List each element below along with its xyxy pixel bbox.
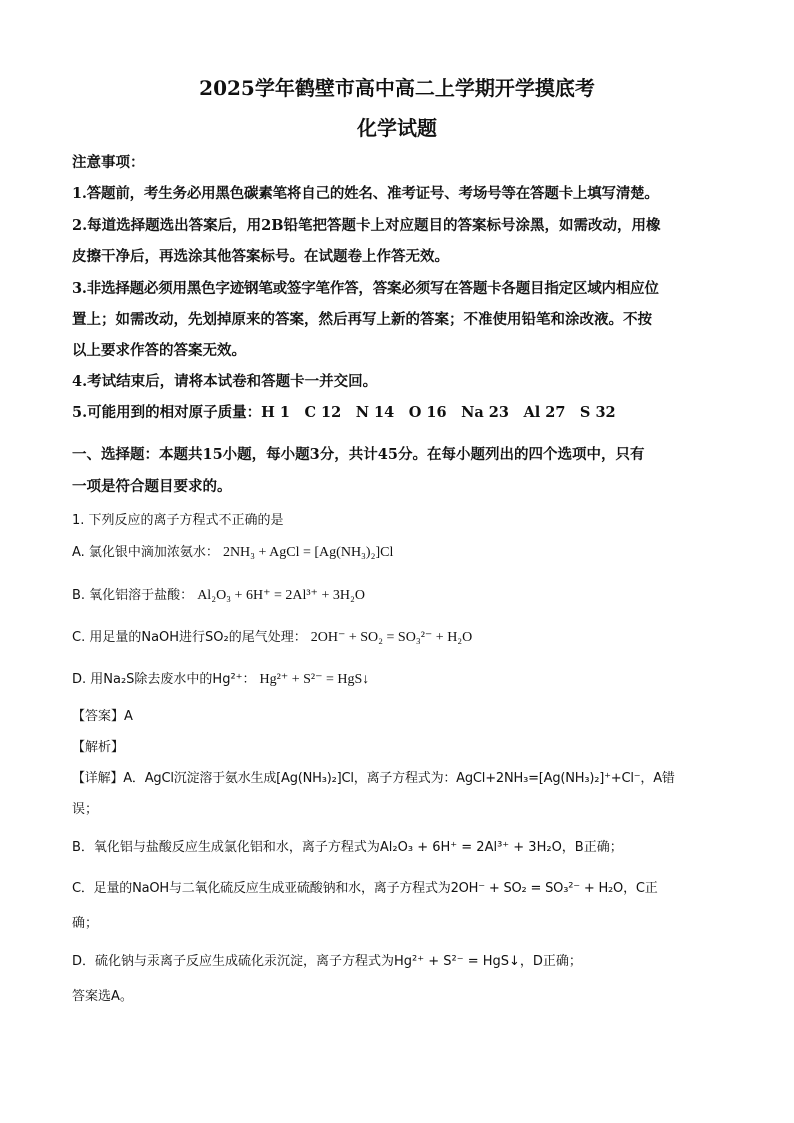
note-3a: 3.非选择题必须用黑色字迹钢笔或签字笔作答，答案必须写在答题卡各题目指定区域内相应位 <box>72 280 659 297</box>
option-b <box>72 584 732 604</box>
option-c-text: C. 用足量的NaOH进行SO₂的尾气处理： <box>72 630 307 645</box>
option-d-equation: Hg²⁺ + S²⁻ = HgS↓ <box>259 672 370 687</box>
note-1: 1.答题前，考生务必用黑色碳素笔将自己的姓名、准考证号、考场号等在答题卡上填写清楚。 <box>72 185 659 202</box>
option-a <box>72 541 732 561</box>
note-3b: 置上；如需改动，先划掉原来的答案，然后再写上新的答案；不准使用铅笔和涂改液。不按 <box>72 311 652 328</box>
notes-heading: 注意事项： <box>72 154 145 171</box>
detail-c-cont: 确； <box>72 916 99 931</box>
detail-d: D．硫化钠与汞离子反应生成硫化汞沉淀，离子方程式为Hg²⁺ + S²⁻ = HgS↓，D正确； <box>72 954 582 969</box>
option-c-equation: 2OH⁻ + SO₂ = SO₃²⁻ + H₂O <box>310 630 473 645</box>
note-5: 5.可能用到的相对原子质量：H 1 C 12 N 14 O 16 Na 23 Al 27 S 32 <box>72 404 616 421</box>
option-c <box>72 626 732 646</box>
option-a-equation: 2NH₃ + AgCl = [Ag(NH₃)₂]Cl <box>222 545 394 560</box>
note-2a: 2.每道选择题选出答案后，用2B铅笔把答题卡上对应题目的答案标号涂黑，如需改动，用橡 <box>72 217 661 234</box>
note-2b: 皮擦干净后，再选涂其他答案标号。在试题卷上作答无效。 <box>72 248 449 265</box>
section-heading-line2: 一项是符合题目要求的。 <box>72 478 232 495</box>
option-b-text: B. 氧化铝溶于盐酸： <box>72 588 194 603</box>
analysis-label: 【解析】 <box>72 740 125 755</box>
detail-a: 【详解】A．AgCl沉淀溶于氨水生成[Ag(NH₃)₂]Cl，离子方程式为：AgCl+2NH₃=[Ag(NH₃)₂]⁺+Cl⁻，A错 <box>72 771 675 786</box>
detail-b: B．氧化铝与盐酸反应生成氯化铝和水，离子方程式为Al₂O₃ + 6H⁺ = 2Al³⁺ + 3H₂O，B正确； <box>72 840 623 855</box>
option-d <box>72 668 732 688</box>
question-1-stem: 1. 下列反应的离子方程式不正确的是 <box>72 513 284 528</box>
exam-subtitle: 化学试题 <box>357 116 437 140</box>
detail-c: C．足量的NaOH与二氧化硫反应生成亚硫酸钠和水，离子方程式为2OH⁻ + SO₂ = SO₃²⁻ + H₂O，C正 <box>72 881 658 896</box>
option-d-text: D. 用Na₂S除去废水中的Hg²⁺： <box>72 672 256 687</box>
final-answer: 答案选A。 <box>72 989 133 1004</box>
note-3c: 以上要求作答的答案无效。 <box>72 342 246 359</box>
detail-a-cont: 误； <box>72 802 99 817</box>
answer-label: 【答案】A <box>72 709 133 724</box>
option-a-text: A. 氯化银中滴加浓氨水： <box>72 545 219 560</box>
section-heading-line1: 一、选择题：本题共15小题，每小题3分，共计45分。在每小题列出的四个选项中，只有 <box>72 446 645 463</box>
option-b-equation: Al₂O₃ + 6H⁺ = 2Al³⁺ + 3H₂O <box>197 588 365 603</box>
note-4: 4.考试结束后，请将本试卷和答题卡一并交回。 <box>72 373 378 390</box>
exam-title: 2025学年鹤壁市高中高二上学期开学摸底考 <box>199 76 595 100</box>
